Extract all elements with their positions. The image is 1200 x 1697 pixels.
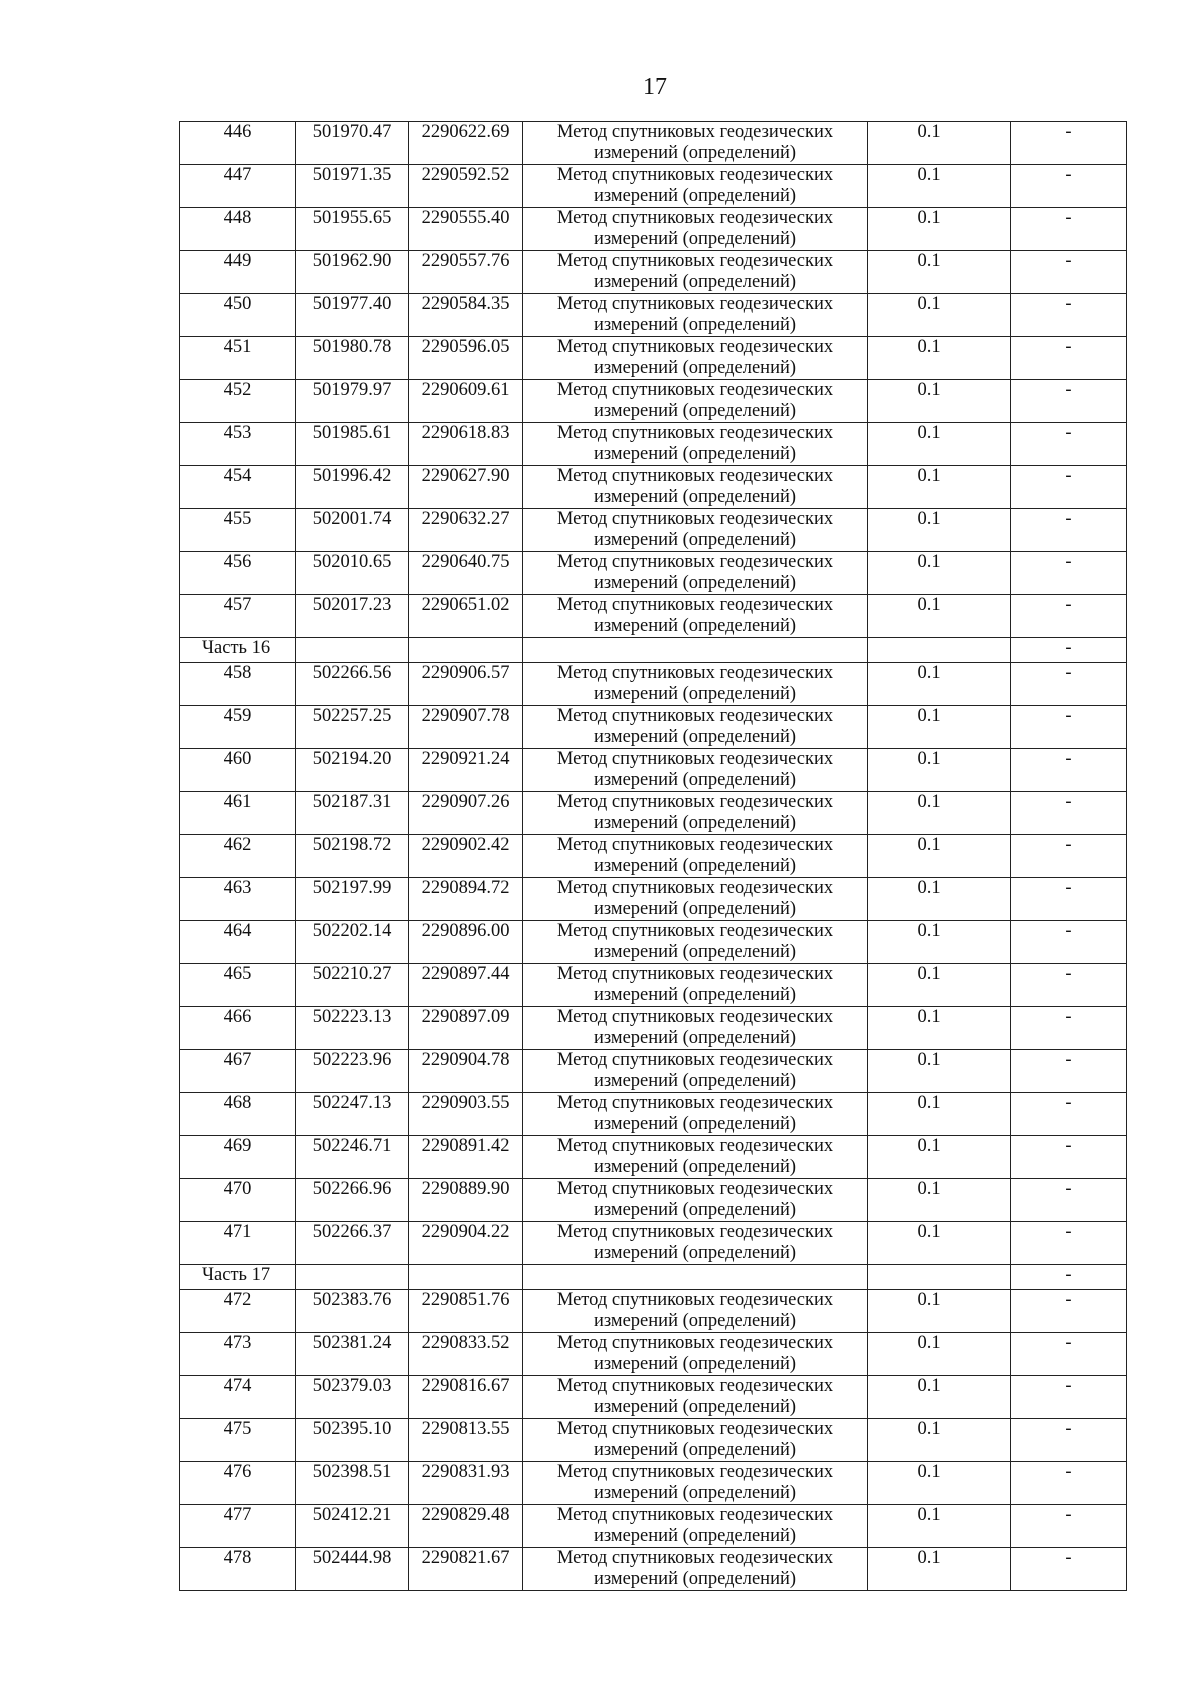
y-coordinate-cell: 2290904.22 bbox=[409, 1222, 523, 1265]
x-coordinate-cell: 502266.96 bbox=[296, 1179, 409, 1222]
point-number-cell: 457 bbox=[180, 595, 296, 638]
x-coordinate-cell: 502223.96 bbox=[296, 1050, 409, 1093]
method-cell bbox=[523, 638, 868, 663]
method-cell: Метод спутниковых геодезических измерений (определений) bbox=[523, 1050, 868, 1093]
point-number-cell: 467 bbox=[180, 1050, 296, 1093]
table-row bbox=[180, 1136, 1127, 1179]
table-row bbox=[180, 921, 1127, 964]
note-cell: - bbox=[1011, 1333, 1127, 1376]
method-cell: Метод спутниковых геодезических измерений (определений) bbox=[523, 122, 868, 165]
y-coordinate-cell: 2290897.09 bbox=[409, 1007, 523, 1050]
table-row bbox=[180, 1290, 1127, 1333]
accuracy-cell: 0.1 bbox=[868, 1548, 1011, 1591]
page-number: 17 bbox=[643, 74, 667, 100]
point-number-cell: 448 bbox=[180, 208, 296, 251]
x-coordinate-cell: 502381.24 bbox=[296, 1333, 409, 1376]
point-number-cell: 460 bbox=[180, 749, 296, 792]
note-cell: - bbox=[1011, 1093, 1127, 1136]
point-number-cell: 474 bbox=[180, 1376, 296, 1419]
note-cell: - bbox=[1011, 1376, 1127, 1419]
method-cell: Метод спутниковых геодезических измерений (определений) bbox=[523, 595, 868, 638]
point-number-cell: 461 bbox=[180, 792, 296, 835]
x-coordinate-cell: 502223.13 bbox=[296, 1007, 409, 1050]
y-coordinate-cell: 2290894.72 bbox=[409, 878, 523, 921]
point-number-cell: 471 bbox=[180, 1222, 296, 1265]
table-row bbox=[180, 878, 1127, 921]
point-number-cell: 454 bbox=[180, 466, 296, 509]
accuracy-cell: 0.1 bbox=[868, 1376, 1011, 1419]
table-row bbox=[180, 1419, 1127, 1462]
method-cell: Метод спутниковых геодезических измерений (определений) bbox=[523, 251, 868, 294]
point-number-cell: 476 bbox=[180, 1462, 296, 1505]
x-coordinate-cell: 502383.76 bbox=[296, 1290, 409, 1333]
part-header-row bbox=[180, 1265, 1127, 1290]
note-cell: - bbox=[1011, 706, 1127, 749]
method-cell: Метод спутниковых геодезических измерений (определений) bbox=[523, 792, 868, 835]
x-coordinate-cell: 502247.13 bbox=[296, 1093, 409, 1136]
accuracy-cell: 0.1 bbox=[868, 1007, 1011, 1050]
method-cell: Метод спутниковых геодезических измерений (определений) bbox=[523, 1462, 868, 1505]
method-cell: Метод спутниковых геодезических измерений (определений) bbox=[523, 878, 868, 921]
table-row bbox=[180, 1007, 1127, 1050]
x-coordinate-cell: 502010.65 bbox=[296, 552, 409, 595]
accuracy-cell: 0.1 bbox=[868, 1290, 1011, 1333]
point-number-cell: 468 bbox=[180, 1093, 296, 1136]
accuracy-cell: 0.1 bbox=[868, 749, 1011, 792]
y-coordinate-cell: 2290906.57 bbox=[409, 663, 523, 706]
table-row bbox=[180, 122, 1127, 165]
point-number-cell: 455 bbox=[180, 509, 296, 552]
point-number-cell: 447 bbox=[180, 165, 296, 208]
accuracy-cell: 0.1 bbox=[868, 1222, 1011, 1265]
x-coordinate-cell: 501955.65 bbox=[296, 208, 409, 251]
y-coordinate-cell: 2290902.42 bbox=[409, 835, 523, 878]
accuracy-cell: 0.1 bbox=[868, 509, 1011, 552]
y-coordinate-cell: 2290889.90 bbox=[409, 1179, 523, 1222]
accuracy-cell: 0.1 bbox=[868, 595, 1011, 638]
x-coordinate-cell: 501970.47 bbox=[296, 122, 409, 165]
accuracy-cell: 0.1 bbox=[868, 964, 1011, 1007]
method-cell: Метод спутниковых геодезических измерений (определений) bbox=[523, 921, 868, 964]
note-cell: - bbox=[1011, 1419, 1127, 1462]
method-cell: Метод спутниковых геодезических измерений (определений) bbox=[523, 337, 868, 380]
x-coordinate-cell: 501996.42 bbox=[296, 466, 409, 509]
y-coordinate-cell: 2290907.78 bbox=[409, 706, 523, 749]
table-row bbox=[180, 208, 1127, 251]
table-row bbox=[180, 1505, 1127, 1548]
accuracy-cell: 0.1 bbox=[868, 663, 1011, 706]
note-cell: - bbox=[1011, 792, 1127, 835]
note-cell: - bbox=[1011, 1290, 1127, 1333]
x-cell bbox=[296, 638, 409, 663]
note-cell: - bbox=[1011, 380, 1127, 423]
note-cell: - bbox=[1011, 122, 1127, 165]
y-coordinate-cell: 2290592.52 bbox=[409, 165, 523, 208]
x-coordinate-cell: 502197.99 bbox=[296, 878, 409, 921]
note-cell: - bbox=[1011, 509, 1127, 552]
part-label-cell: Часть 17 bbox=[180, 1265, 296, 1290]
y-coordinate-cell: 2290897.44 bbox=[409, 964, 523, 1007]
table-row bbox=[180, 663, 1127, 706]
y-coordinate-cell: 2290851.76 bbox=[409, 1290, 523, 1333]
table-row bbox=[180, 1333, 1127, 1376]
method-cell: Метод спутниковых геодезических измерений (определений) bbox=[523, 165, 868, 208]
accuracy-cell: 0.1 bbox=[868, 552, 1011, 595]
accuracy-cell: 0.1 bbox=[868, 122, 1011, 165]
accuracy-cell: 0.1 bbox=[868, 337, 1011, 380]
accuracy-cell: 0.1 bbox=[868, 1179, 1011, 1222]
table-row bbox=[180, 595, 1127, 638]
point-number-cell: 458 bbox=[180, 663, 296, 706]
method-cell: Метод спутниковых геодезических измерений (определений) bbox=[523, 208, 868, 251]
x-coordinate-cell: 502198.72 bbox=[296, 835, 409, 878]
method-cell: Метод спутниковых геодезических измерений (определений) bbox=[523, 380, 868, 423]
x-coordinate-cell: 502444.98 bbox=[296, 1548, 409, 1591]
note-cell: - bbox=[1011, 208, 1127, 251]
x-coordinate-cell: 502194.20 bbox=[296, 749, 409, 792]
table-row bbox=[180, 1093, 1127, 1136]
method-cell: Метод спутниковых геодезических измерений (определений) bbox=[523, 1333, 868, 1376]
x-coordinate-cell: 502395.10 bbox=[296, 1419, 409, 1462]
y-coordinate-cell: 2290921.24 bbox=[409, 749, 523, 792]
table-row bbox=[180, 792, 1127, 835]
method-cell: Метод спутниковых геодезических измерений (определений) bbox=[523, 706, 868, 749]
table-row bbox=[180, 423, 1127, 466]
y-coordinate-cell: 2290651.02 bbox=[409, 595, 523, 638]
accuracy-cell: 0.1 bbox=[868, 921, 1011, 964]
note-cell: - bbox=[1011, 1505, 1127, 1548]
point-number-cell: 472 bbox=[180, 1290, 296, 1333]
table-row bbox=[180, 1222, 1127, 1265]
y-coordinate-cell: 2290640.75 bbox=[409, 552, 523, 595]
accuracy-cell: 0.1 bbox=[868, 208, 1011, 251]
table-row bbox=[180, 706, 1127, 749]
table-row bbox=[180, 1179, 1127, 1222]
y-coordinate-cell: 2290896.00 bbox=[409, 921, 523, 964]
coordinates-table-body bbox=[180, 122, 1127, 1591]
method-cell: Метод спутниковых геодезических измерений (определений) bbox=[523, 1007, 868, 1050]
accuracy-cell: 0.1 bbox=[868, 1136, 1011, 1179]
x-coordinate-cell: 502379.03 bbox=[296, 1376, 409, 1419]
note-cell: - bbox=[1011, 1548, 1127, 1591]
table-row bbox=[180, 509, 1127, 552]
accuracy-cell: 0.1 bbox=[868, 835, 1011, 878]
method-cell: Метод спутниковых геодезических измерений (определений) bbox=[523, 466, 868, 509]
table-row bbox=[180, 337, 1127, 380]
table-row bbox=[180, 552, 1127, 595]
x-coordinate-cell: 501979.97 bbox=[296, 380, 409, 423]
note-cell: - bbox=[1011, 1222, 1127, 1265]
x-coordinate-cell: 502257.25 bbox=[296, 706, 409, 749]
method-cell: Метод спутниковых геодезических измерений (определений) bbox=[523, 294, 868, 337]
method-cell: Метод спутниковых геодезических измерений (определений) bbox=[523, 1290, 868, 1333]
note-cell: - bbox=[1011, 1462, 1127, 1505]
y-coordinate-cell: 2290907.26 bbox=[409, 792, 523, 835]
x-coordinate-cell: 501962.90 bbox=[296, 251, 409, 294]
x-coordinate-cell: 501977.40 bbox=[296, 294, 409, 337]
point-number-cell: 462 bbox=[180, 835, 296, 878]
method-cell: Метод спутниковых геодезических измерений (определений) bbox=[523, 1093, 868, 1136]
point-number-cell: 469 bbox=[180, 1136, 296, 1179]
accuracy-cell: 0.1 bbox=[868, 466, 1011, 509]
accuracy-cell: 0.1 bbox=[868, 1419, 1011, 1462]
method-cell: Метод спутниковых геодезических измерений (определений) bbox=[523, 1505, 868, 1548]
y-coordinate-cell: 2290609.61 bbox=[409, 380, 523, 423]
table-row bbox=[180, 749, 1127, 792]
accuracy-cell bbox=[868, 638, 1011, 663]
x-coordinate-cell: 502266.56 bbox=[296, 663, 409, 706]
table-row bbox=[180, 165, 1127, 208]
point-number-cell: 446 bbox=[180, 122, 296, 165]
y-coordinate-cell: 2290632.27 bbox=[409, 509, 523, 552]
coordinates-table bbox=[179, 121, 1127, 1591]
accuracy-cell: 0.1 bbox=[868, 878, 1011, 921]
method-cell: Метод спутниковых геодезических измерений (определений) bbox=[523, 964, 868, 1007]
table-row bbox=[180, 1548, 1127, 1591]
table-row bbox=[180, 1050, 1127, 1093]
y-coordinate-cell: 2290903.55 bbox=[409, 1093, 523, 1136]
point-number-cell: 478 bbox=[180, 1548, 296, 1591]
point-number-cell: 456 bbox=[180, 552, 296, 595]
accuracy-cell: 0.1 bbox=[868, 165, 1011, 208]
y-coordinate-cell: 2290891.42 bbox=[409, 1136, 523, 1179]
note-cell: - bbox=[1011, 1050, 1127, 1093]
note-cell: - bbox=[1011, 337, 1127, 380]
note-cell: - bbox=[1011, 638, 1127, 663]
x-cell bbox=[296, 1265, 409, 1290]
accuracy-cell: 0.1 bbox=[868, 1093, 1011, 1136]
note-cell: - bbox=[1011, 423, 1127, 466]
note-cell: - bbox=[1011, 552, 1127, 595]
method-cell: Метод спутниковых геодезических измерений (определений) bbox=[523, 749, 868, 792]
method-cell: Метод спутниковых геодезических измерений (определений) bbox=[523, 1419, 868, 1462]
accuracy-cell: 0.1 bbox=[868, 1333, 1011, 1376]
table-row bbox=[180, 835, 1127, 878]
y-coordinate-cell: 2290557.76 bbox=[409, 251, 523, 294]
note-cell: - bbox=[1011, 921, 1127, 964]
method-cell: Метод спутниковых геодезических измерений (определений) bbox=[523, 1376, 868, 1419]
y-coordinate-cell: 2290555.40 bbox=[409, 208, 523, 251]
x-coordinate-cell: 502017.23 bbox=[296, 595, 409, 638]
note-cell: - bbox=[1011, 663, 1127, 706]
accuracy-cell: 0.1 bbox=[868, 1050, 1011, 1093]
y-coordinate-cell: 2290831.93 bbox=[409, 1462, 523, 1505]
part-label-cell: Часть 16 bbox=[180, 638, 296, 663]
y-coordinate-cell: 2290821.67 bbox=[409, 1548, 523, 1591]
note-cell: - bbox=[1011, 251, 1127, 294]
y-coordinate-cell: 2290904.78 bbox=[409, 1050, 523, 1093]
note-cell: - bbox=[1011, 294, 1127, 337]
point-number-cell: 466 bbox=[180, 1007, 296, 1050]
note-cell: - bbox=[1011, 1179, 1127, 1222]
accuracy-cell: 0.1 bbox=[868, 1462, 1011, 1505]
x-coordinate-cell: 502266.37 bbox=[296, 1222, 409, 1265]
y-coordinate-cell: 2290829.48 bbox=[409, 1505, 523, 1548]
method-cell: Метод спутниковых геодезических измерений (определений) bbox=[523, 552, 868, 595]
accuracy-cell bbox=[868, 1265, 1011, 1290]
y-coordinate-cell: 2290833.52 bbox=[409, 1333, 523, 1376]
method-cell: Метод спутниковых геодезических измерений (определений) bbox=[523, 835, 868, 878]
table-row bbox=[180, 1462, 1127, 1505]
note-cell: - bbox=[1011, 749, 1127, 792]
note-cell: - bbox=[1011, 1136, 1127, 1179]
point-number-cell: 477 bbox=[180, 1505, 296, 1548]
table-row bbox=[180, 1376, 1127, 1419]
method-cell: Метод спутниковых геодезических измерений (определений) bbox=[523, 509, 868, 552]
point-number-cell: 475 bbox=[180, 1419, 296, 1462]
accuracy-cell: 0.1 bbox=[868, 294, 1011, 337]
table-row bbox=[180, 964, 1127, 1007]
note-cell: - bbox=[1011, 165, 1127, 208]
x-coordinate-cell: 502202.14 bbox=[296, 921, 409, 964]
table-row bbox=[180, 380, 1127, 423]
note-cell: - bbox=[1011, 466, 1127, 509]
note-cell: - bbox=[1011, 878, 1127, 921]
y-cell bbox=[409, 1265, 523, 1290]
x-coordinate-cell: 502210.27 bbox=[296, 964, 409, 1007]
x-coordinate-cell: 501980.78 bbox=[296, 337, 409, 380]
y-coordinate-cell: 2290813.55 bbox=[409, 1419, 523, 1462]
note-cell: - bbox=[1011, 964, 1127, 1007]
y-coordinate-cell: 2290627.90 bbox=[409, 466, 523, 509]
method-cell: Метод спутниковых геодезических измерений (определений) bbox=[523, 1222, 868, 1265]
method-cell bbox=[523, 1265, 868, 1290]
note-cell: - bbox=[1011, 835, 1127, 878]
table-row bbox=[180, 294, 1127, 337]
x-coordinate-cell: 502398.51 bbox=[296, 1462, 409, 1505]
accuracy-cell: 0.1 bbox=[868, 251, 1011, 294]
x-coordinate-cell: 502001.74 bbox=[296, 509, 409, 552]
x-coordinate-cell: 502187.31 bbox=[296, 792, 409, 835]
table-row bbox=[180, 251, 1127, 294]
accuracy-cell: 0.1 bbox=[868, 792, 1011, 835]
note-cell: - bbox=[1011, 595, 1127, 638]
point-number-cell: 450 bbox=[180, 294, 296, 337]
point-number-cell: 459 bbox=[180, 706, 296, 749]
y-coordinate-cell: 2290816.67 bbox=[409, 1376, 523, 1419]
method-cell: Метод спутниковых геодезических измерений (определений) bbox=[523, 1548, 868, 1591]
point-number-cell: 465 bbox=[180, 964, 296, 1007]
x-coordinate-cell: 502412.21 bbox=[296, 1505, 409, 1548]
x-coordinate-cell: 502246.71 bbox=[296, 1136, 409, 1179]
point-number-cell: 464 bbox=[180, 921, 296, 964]
table-row bbox=[180, 466, 1127, 509]
point-number-cell: 463 bbox=[180, 878, 296, 921]
accuracy-cell: 0.1 bbox=[868, 380, 1011, 423]
point-number-cell: 470 bbox=[180, 1179, 296, 1222]
accuracy-cell: 0.1 bbox=[868, 706, 1011, 749]
accuracy-cell: 0.1 bbox=[868, 423, 1011, 466]
y-coordinate-cell: 2290618.83 bbox=[409, 423, 523, 466]
note-cell: - bbox=[1011, 1265, 1127, 1290]
method-cell: Метод спутниковых геодезических измерений (определений) bbox=[523, 1179, 868, 1222]
y-coordinate-cell: 2290596.05 bbox=[409, 337, 523, 380]
y-cell bbox=[409, 638, 523, 663]
point-number-cell: 453 bbox=[180, 423, 296, 466]
accuracy-cell: 0.1 bbox=[868, 1505, 1011, 1548]
point-number-cell: 452 bbox=[180, 380, 296, 423]
point-number-cell: 451 bbox=[180, 337, 296, 380]
part-header-row bbox=[180, 638, 1127, 663]
x-coordinate-cell: 501971.35 bbox=[296, 165, 409, 208]
y-coordinate-cell: 2290584.35 bbox=[409, 294, 523, 337]
method-cell: Метод спутниковых геодезических измерений (определений) bbox=[523, 1136, 868, 1179]
note-cell: - bbox=[1011, 1007, 1127, 1050]
point-number-cell: 473 bbox=[180, 1333, 296, 1376]
x-coordinate-cell: 501985.61 bbox=[296, 423, 409, 466]
method-cell: Метод спутниковых геодезических измерений (определений) bbox=[523, 663, 868, 706]
y-coordinate-cell: 2290622.69 bbox=[409, 122, 523, 165]
method-cell: Метод спутниковых геодезических измерений (определений) bbox=[523, 423, 868, 466]
point-number-cell: 449 bbox=[180, 251, 296, 294]
